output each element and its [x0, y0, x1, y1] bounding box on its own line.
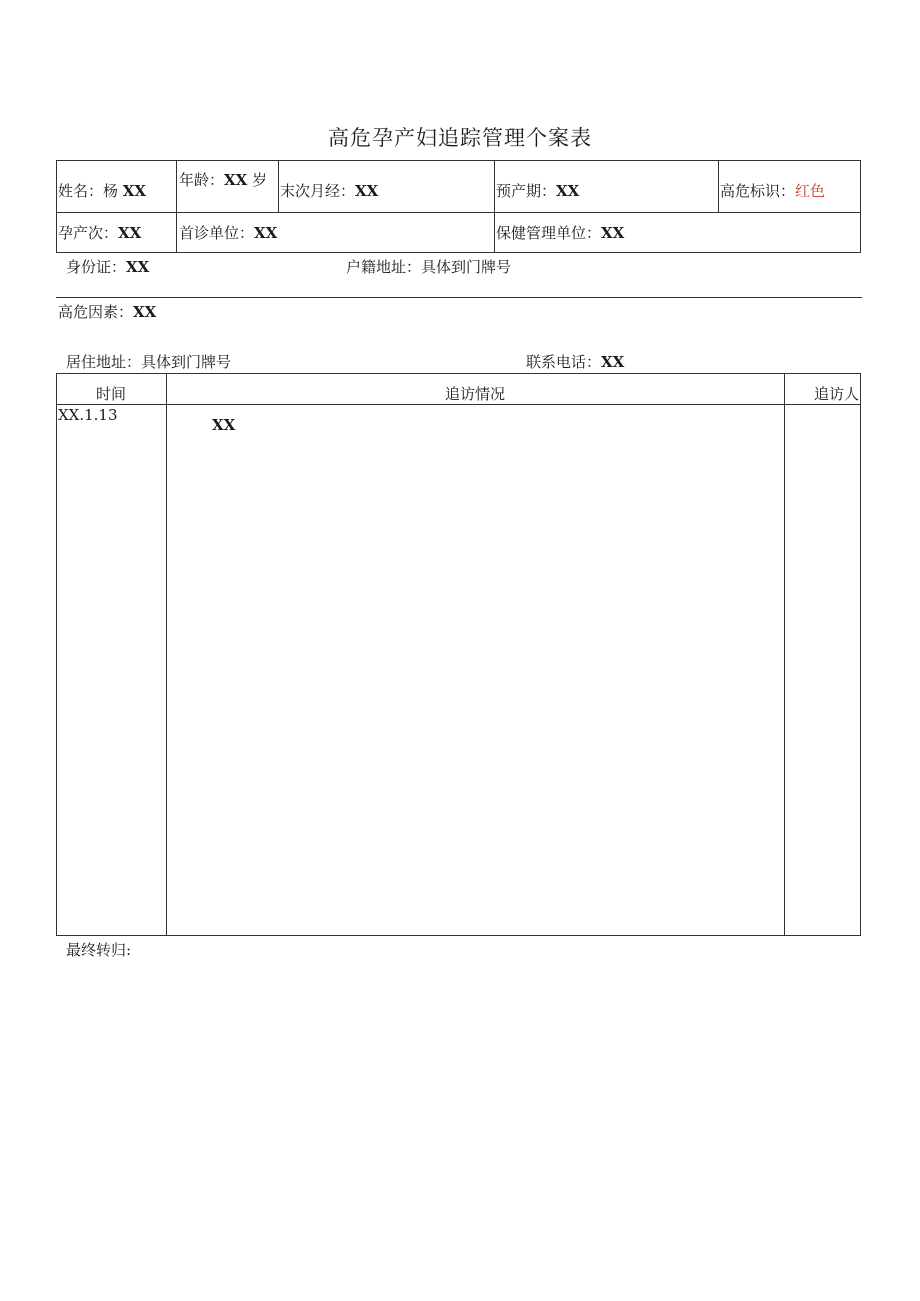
care-unit-field: [496, 222, 624, 243]
edd-field: [496, 180, 579, 201]
risk-mark-label: 高危标识：: [720, 182, 796, 200]
address-field: [66, 351, 231, 372]
row-situation: XX: [212, 416, 236, 434]
care-unit-label: 保健管理单位：: [496, 224, 602, 242]
age-unit: 岁: [252, 171, 268, 189]
name-field: [58, 180, 146, 201]
header-time: 时间: [95, 385, 126, 403]
first-visit-field: [179, 222, 277, 243]
edd-value: XX: [556, 182, 580, 200]
parity-field: [58, 222, 141, 243]
parity-label: 孕产次：: [58, 224, 119, 242]
age-label: 年龄：: [179, 171, 225, 189]
risk-mark-field: [720, 180, 825, 201]
name-label: 姓名：杨: [58, 182, 119, 200]
age-value: XX: [224, 171, 248, 189]
phone-label: 联系电话：: [526, 353, 602, 371]
header-visitor: 追访人: [813, 385, 859, 403]
lmp-field: [280, 180, 378, 201]
row-date: XX.1.13: [58, 406, 118, 424]
age-field: [179, 169, 267, 190]
household-label: 户籍地址：: [346, 258, 422, 276]
risk-mark-value: 红色: [795, 182, 826, 200]
address-value: 具体到门牌号: [141, 353, 232, 371]
risk-factor-label: 高危因素：: [58, 303, 134, 321]
id-value: XX: [126, 258, 150, 276]
lmp-label: 末次月经：: [280, 182, 356, 200]
id-label: 身份证：: [66, 258, 127, 276]
first-visit-label: 首诊单位：: [179, 224, 255, 242]
page-title: 高危孕产妇追踪管理个案表: [328, 126, 592, 150]
divider-line: [56, 297, 862, 298]
care-unit-value: XX: [601, 224, 625, 242]
household-field: [346, 256, 511, 277]
header-situation: 追访情况: [444, 385, 505, 403]
phone-field: [526, 351, 624, 372]
parity-value: XX: [118, 224, 142, 242]
phone-value: XX: [601, 353, 625, 371]
risk-factor-field: [58, 301, 156, 322]
lmp-value: XX: [355, 182, 379, 200]
address-label: 居住地址：: [66, 353, 142, 371]
id-field: [66, 256, 149, 277]
final-referral-label: 最终转归:: [66, 941, 132, 959]
household-value: 具体到门牌号: [421, 258, 512, 276]
first-visit-value: XX: [254, 224, 278, 242]
edd-label: 预产期：: [496, 182, 557, 200]
name-value: XX: [122, 182, 147, 200]
risk-factor-value: XX: [133, 303, 157, 321]
